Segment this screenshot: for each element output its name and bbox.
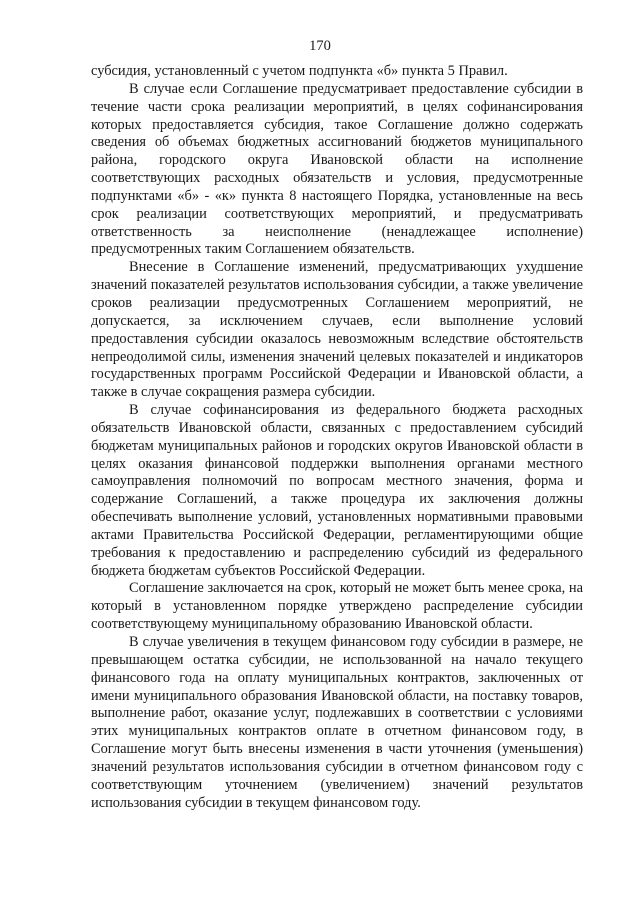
document-body: [91, 63, 583, 812]
paragraph-federal-cofinancing: В случае софинансирования из федерального бюджета расходных обязательств Ивановской области, связанных с предоставлением субсидий бюджетам муниципальных районов и городских округов Ивановской области в целях оказания финансовой поддержки выполнения органами местного самоуправления полномочий по вопросам местного значения, форма и содержание Соглашений, а также процедура их заключения должны обеспечивать выполнение условий, установленных нормативными правовыми актами Правительства Российской Федерации, регламентирующими общие требования к предоставлению и распределению субсидий из федерального бюджета бюджетам субъектов Российской Федерации.: [91, 402, 583, 579]
paragraph-agreement-partial-term: В случае если Соглашение предусматривает предоставление субсидии в течение части срока реализации мероприятий, в целях софинансирования которых предоставляется субсидия, такое Соглашение должно содержать сведения об объемах бюджетных ассигнований бюджетов муниципального района, городского округа Ивановской области на исполнение соответствующих расходных обязательств и условия, предусмотренные подпунктами «б» - «к» пункта 8 настоящего Порядка, установленные на весь срок реализации соответствующих мероприятий, и предусматривать ответственность за неисполнение (ненадлежащее исполнение) предусмотренных таким Соглашением обязательств.: [91, 80, 583, 258]
paragraph-agreement-amendments: Внесение в Соглашение изменений, предусматривающих ухудшение значений показателей результатов использования субсидии, а также увеличение сроков реализации предусмотренных Соглашением мероприятий, не допускается, за исключением случаев, если выполнение условий предоставления субсидии оказалось невозможным вследствие обстоятельств непреодолимой силы, изменения значений целевых показателей и индикаторов государственных программ Российской Федерации и Ивановской области, а также в случае сокращения размера субсидии.: [91, 259, 583, 401]
paragraph-agreement-term: Соглашение заключается на срок, который не может быть менее срока, на который в установленном порядке утверждено распределение субсидии соответствующему муниципальному образованию Ивановской области.: [91, 580, 583, 633]
paragraph-continuation: субсидия, установленный с учетом подпункта «б» пункта 5 Правил.: [91, 63, 508, 79]
page-number: 170: [309, 38, 331, 54]
paragraph-subsidy-increase: В случае увеличения в текущем финансовом году субсидии в размере, не превышающем остатка субсидии, не использованной на начало текущего финансового года на оплату муниципальных контрактов, заключенных от имени муниципального образования Ивановской области, на поставку товаров, выполнение работ, оказание услуг, подлежавших в соответствии с условиями этих муниципальных контрактов оплате в отчетном финансовом году, в Соглашение могут быть внесены изменения в части уточнения (уменьшения) значений результатов использования субсидии в отчетном финансовом году с соответствующим уточнением (увеличением) значений результатов использования субсидии в текущем финансовом году.: [91, 634, 583, 811]
